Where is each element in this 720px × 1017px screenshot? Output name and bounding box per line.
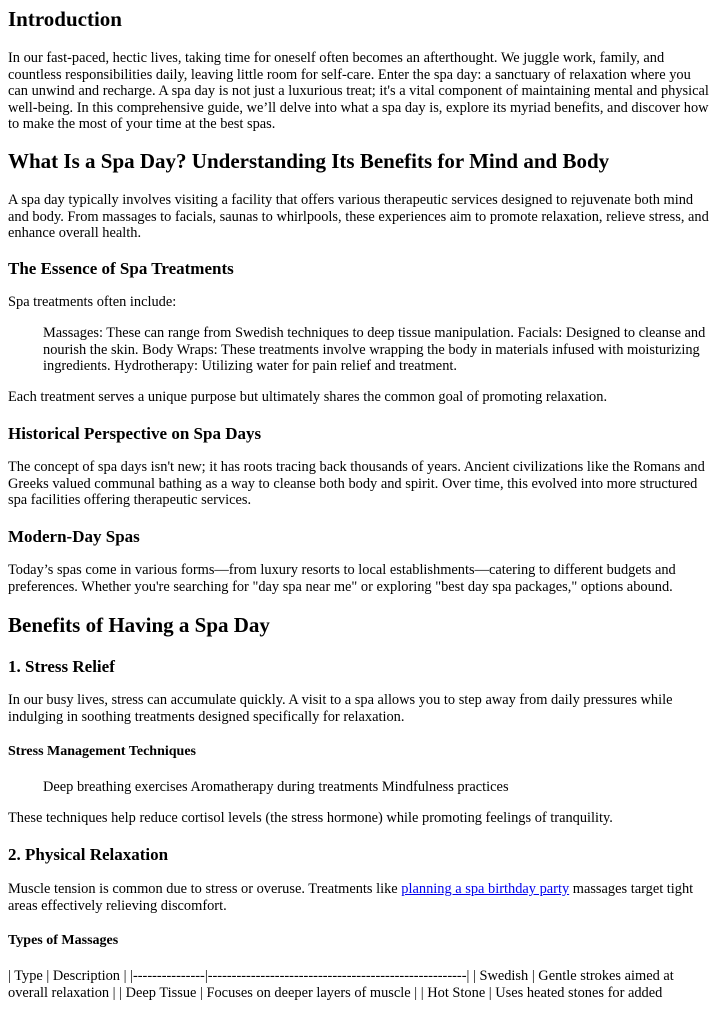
essence-closing: Each treatment serves a unique purpose but ultimately shares the common goal of promoting relaxation. bbox=[8, 389, 608, 405]
massage-types-table-text: | Type | Description | |---------------|------------------------------------------------------| | Swedish | Gentle strokes aimed at overall relaxation | | Deep Tissue | Focuses on deeper layers of muscle | | Hot Stone | Uses heated stones for added bbox=[8, 968, 674, 1001]
intro-heading: Introduction bbox=[8, 7, 122, 31]
essence-list: Massages: These can range from Swedish techniques to deep tissue manipulation. Facials: Designed to cleanse and nourish the skin. Body Wraps: These treatments involve wrapping the body in materials infused with moisturizing ingredients. Hydrotherapy: Utilizing water for pain relief and treatment. bbox=[43, 325, 706, 375]
physical-text-after: massages target tight areas effectively relieving discomfort. bbox=[8, 881, 694, 914]
modern-paragraph: Today’s spas come in various forms—from luxury resorts to local establishments—catering to different budgets and preferences. Whether you're searching for "day spa near me" or exploring "best day spa packages," options abound. bbox=[8, 562, 676, 595]
spa-birthday-party-link[interactable]: planning a spa birthday party bbox=[401, 881, 570, 897]
intro-paragraph: In our fast-paced, hectic lives, taking time for oneself often becomes an afterthought. We juggle work, family, and countless responsibilities daily, leaving little room for self-care. Enter the spa day: a sanctuary of relaxation where you can unwind and recharge. A spa day is not just a luxurious treat; it's a vital component of maintaining mental and physical well-being. In this comprehensive guide, we’ll delve into what a spa day is, explore its myriad benefits, and discover how to make the most of your time at the best spas. bbox=[8, 50, 709, 133]
stress-techniques-heading: Stress Management Techniques bbox=[8, 744, 196, 759]
essence-heading: The Essence of Spa Treatments bbox=[8, 259, 234, 278]
stress-heading: 1. Stress Relief bbox=[8, 657, 115, 676]
modern-heading: Modern-Day Spas bbox=[8, 527, 140, 546]
history-paragraph: The concept of spa days isn't new; it has roots tracing back thousands of years. Ancient civilizations like the Romans and Greeks valued communal bathing as a way to cleanse both body and spirit. Over time, this evolved into more structured spa facilities offering therapeutic services. bbox=[8, 459, 705, 509]
stress-closing: These techniques help reduce cortisol levels (the stress hormone) while promoting feelings of tranquility. bbox=[8, 810, 613, 826]
benefits-heading: Benefits of Having a Spa Day bbox=[8, 613, 270, 637]
what-is-paragraph: A spa day typically involves visiting a facility that offers various therapeutic services designed to rejuvenate both mind and body. From massages to facials, saunas to whirlpools, these experiences aim to promote relaxation, relieve stress, and enhance overall health. bbox=[8, 192, 709, 242]
massage-types-heading: Types of Massages bbox=[8, 933, 119, 948]
physical-heading: 2. Physical Relaxation bbox=[8, 845, 169, 864]
stress-techniques-list: Deep breathing exercises Aromatherapy during treatments Mindfulness practices bbox=[43, 779, 509, 795]
stress-paragraph: In our busy lives, stress can accumulate quickly. A visit to a spa allows you to step away from daily pressures while indulging in soothing treatments designed specifically for relaxation. bbox=[8, 692, 673, 725]
physical-text-before: Muscle tension is common due to stress or overuse. Treatments like bbox=[8, 881, 402, 897]
what-is-heading: What Is a Spa Day? Understanding Its Benefits for Mind and Body bbox=[8, 149, 610, 173]
physical-paragraph bbox=[8, 881, 714, 914]
history-heading: Historical Perspective on Spa Days bbox=[8, 424, 262, 443]
essence-intro: Spa treatments often include: bbox=[8, 294, 177, 310]
